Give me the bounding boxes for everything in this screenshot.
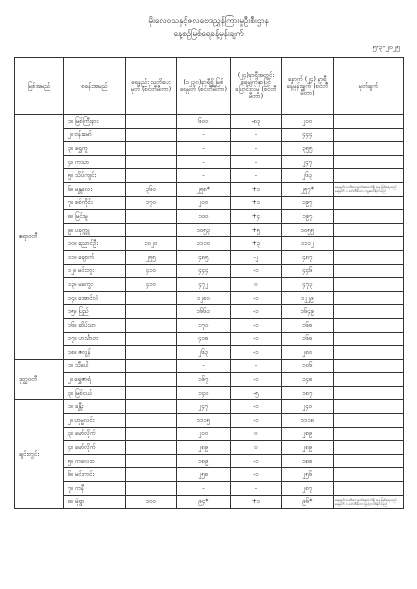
low-warning-cell [126,359,177,373]
station-cell: ၅။ ကလေးဝ [64,454,126,468]
table-row [15,386,404,400]
change-cell: -၅ [231,386,282,400]
forecast-cell: ၉၆* [282,495,334,509]
forecast-cell: ၂၅၆ [282,468,334,482]
water-level-cell: ၂၀၀ [177,427,231,441]
water-level-cell: ၄၀၈ [177,332,231,346]
low-warning-cell [126,482,177,496]
table-row [15,291,404,305]
water-level-cell: ၆၀၀ [177,115,231,129]
station-cell: ၂။ ရွှေဇာရံ [64,373,126,387]
change-cell: -၁ [231,468,282,482]
change-cell: -၂ [231,250,282,264]
change-cell: +၁ [231,196,282,210]
low-warning-cell [126,373,177,387]
column-header-river: မြစ်အမည် [15,58,64,115]
low-warning-cell [126,386,177,400]
forecast-cell: ၄၇၃ [282,278,334,292]
low-warning-cell [126,468,177,482]
report-date: ၅-၃-၂၀၂၅ [372,43,400,51]
column-header-change: (၂၄)နာရီအတွင်း ရေမျက်နှာပြင် ပြောင်းလဲမှု (စင်တီမီတာ) [231,58,282,115]
column-header-forecast: နောက် (၂၄) နာရီ ခန့်မှန်းချက် (စင်တီမီတာ) [282,58,334,115]
column-header-remark: မှတ်ချက် [334,58,404,115]
low-warning-cell: ၁၀၂၀ [126,237,177,251]
water-level-cell: ၂၄၇ [177,400,231,414]
table-row [15,318,404,332]
river-name-cell: ဧရာဝတီ [15,115,64,360]
forecast-cell: ၂၀၀ [282,115,334,129]
low-warning-cell [126,115,177,129]
change-cell: +၅ [231,223,282,237]
remark-cell [334,305,404,319]
station-cell: ၇။ စစ်ကိုင်း [64,196,126,210]
table-row [15,210,404,224]
station-cell: ၄။ မော်လိုက် [64,441,126,455]
station-cell: ၁၀။ ညောင်ဦး [64,237,126,251]
water-level-cell: - [177,142,231,156]
station-cell: ၄။ ကသာ [64,155,126,169]
change-cell: -၁ [231,454,282,468]
forecast-cell: ၂၈၀ [282,346,334,360]
station-cell: ၁။ ခန္တီး [64,400,126,414]
station-cell: ၉။ ပခုက္ကူ [64,223,126,237]
station-cell: ၁၁။ ချောက် [64,250,126,264]
water-level-cell: ၉၄* [177,495,231,509]
water-level-cell: ၁၆၆၁ [177,305,231,319]
forecast-cell: ၁၄၈ [282,373,334,387]
station-cell: ၁။ မြစ်ကြီးနား [64,115,126,129]
change-cell: - [231,128,282,142]
change-cell: -၁ [231,318,282,332]
water-level-cell: ၁၇၀ [177,318,231,332]
forecast-cell: ၄၈၇ [282,250,334,264]
river-name-cell: ဒုတ္ထဝတီ [15,359,64,400]
water-level-cell: ၁၄၀ [177,386,231,400]
station-cell: ၁၅။ ပြည် [64,305,126,319]
table-row [15,237,404,251]
table-row [15,427,404,441]
remark-cell [334,155,404,169]
remark-cell [334,482,404,496]
low-warning-cell [126,223,177,237]
low-warning-cell [126,318,177,332]
remark-cell [334,250,404,264]
remark-cell [334,400,404,414]
forecast-cell: ၂၈၇ [282,482,334,496]
forecast-cell: ၁၆၈ [282,318,334,332]
table-row [15,196,404,210]
station-cell: ၁၂။ မင်းဘူး [64,264,126,278]
water-level-cell: ၂၆၃ [177,346,231,360]
low-warning-cell [126,305,177,319]
low-warning-cell: ၃၆၀ [126,182,177,196]
water-level-cell: - [177,128,231,142]
station-cell: ၃။ မြစ်ငယ် [64,386,126,400]
water-level-cell: ၁၆၇ [177,373,231,387]
table-row [15,482,404,496]
water-level-cell: ၁၂၈၀ [177,291,231,305]
remark-cell [334,223,404,237]
remark-cell [334,291,404,305]
river-forecast-table [14,57,404,509]
low-warning-cell [126,454,177,468]
forecast-cell: ၁၈၈ [282,454,334,468]
change-cell: -၁ [231,346,282,360]
table-row [15,169,404,183]
forecast-cell: ၁၉၇ [282,210,334,224]
forecast-cell: ၄၄၆ [282,264,334,278]
remark-cell [334,332,404,346]
change-cell: - [231,482,282,496]
water-level-cell: - [177,169,231,183]
remark-cell [334,318,404,332]
water-level-cell: ၂၅၈ [177,468,231,482]
water-level-cell: ၂၀၀ [177,196,231,210]
remark-cell [334,468,404,482]
water-level-cell: ၂၅၈* [177,182,231,196]
station-cell: ၅။ သိပ်ကျင်း [64,169,126,183]
water-level-cell: ၄၄၄ [177,264,231,278]
water-level-cell: - [177,155,231,169]
station-cell: ၁။ သီပေါ [64,359,126,373]
water-level-cell: ၂၈၉ [177,441,231,455]
station-cell: ၁၄။ အောင်လံ [64,291,126,305]
table-row [15,373,404,387]
change-cell: +၄ [231,210,282,224]
remark-cell [334,142,404,156]
low-warning-cell [126,155,177,169]
water-level-cell: - [177,359,231,373]
low-warning-cell: ၄၁၀ [126,264,177,278]
table-row [15,414,404,428]
change-cell: - [231,359,282,373]
water-level-cell: ၁၀၅၃ [177,223,231,237]
forecast-cell: ၃၅၅ [282,142,334,156]
forecast-cell: ၁၉၇ [282,196,334,210]
change-cell: +၃ [231,237,282,251]
low-warning-cell [126,427,177,441]
remark-cell [334,278,404,292]
change-cell: - [231,169,282,183]
low-warning-cell [126,128,177,142]
forecast-cell: ၂၈၉ [282,427,334,441]
forecast-cell: ၁၀၆ [282,359,334,373]
remark-cell [334,427,404,441]
station-cell: ၃။ ရွှေကူ [64,142,126,156]
station-cell: ၂။ ဗန်းမော် [64,128,126,142]
column-header-low-warning: ရေနည်း သတိပေးမှတ် (စင်တီမီတာ) [126,58,177,115]
table-row [15,346,404,360]
forecast-cell: ၁၈၇ [282,386,334,400]
table-row [15,115,404,129]
low-warning-cell: ၁၇၀ [126,196,177,210]
forecast-cell: ၁၁၁၈ [282,414,334,428]
change-cell: ၀ [231,278,282,292]
station-cell: ၁၇။ ဟင်္သာတ [64,332,126,346]
remark-cell [334,128,404,142]
water-level-cell: ၁၁၁၀ [177,237,231,251]
change-cell: ၀ [231,427,282,441]
station-cell: ၁၆။ ဆိပ်သာ [64,318,126,332]
forecast-cell: ၂၅၇* [282,182,334,196]
remark-cell: ရေနည်းသတိပေးမှတ်အောက်ရှိ နေ မြစ်ရေသည် ရေမှတ် ၁ စင်တီမီတာ ကျဆင်းနိုင်သည် [334,182,404,196]
remark-cell [334,115,404,129]
table-row [15,495,404,509]
station-cell: ၇။ ကနီ [64,482,126,496]
change-cell: -၁ [231,305,282,319]
forecast-cell: ၁၀၅၅ [282,223,334,237]
remark-cell: ရေနည်းသတိပေးမှတ်အောက်ရှိ နေ မြစ်ရေသည် ရေမှတ် ၁ စင်တီမီတာ မြင့်တက်နိုင်သည် [334,495,404,509]
remark-cell [334,196,404,210]
forecast-cell: ၂၄၇ [282,155,334,169]
low-warning-cell [126,414,177,428]
remark-cell [334,373,404,387]
change-cell: +၁ [231,495,282,509]
forecast-cell: ၁၆၄၉ [282,305,334,319]
water-level-cell: ၁၁၁၅ [177,414,231,428]
low-warning-cell [126,291,177,305]
forecast-cell: ၂၆၃ [282,169,334,183]
table-row [15,359,404,373]
low-warning-cell [126,142,177,156]
station-cell: ၃။ မော်လိုက် [64,427,126,441]
change-cell: +၁ [231,182,282,196]
table-body [15,115,404,509]
remark-cell [334,359,404,373]
column-header-station: စခန်းအမည် [64,58,126,115]
low-warning-cell: ၁၀၀ [126,495,177,509]
table-row [15,332,404,346]
low-warning-cell [126,210,177,224]
change-cell: -၁ [231,332,282,346]
low-warning-cell [126,400,177,414]
remark-cell [334,264,404,278]
table-header-row [15,58,404,115]
change-cell: -၁ [231,373,282,387]
forecast-cell: ၁၂၂၉ [282,291,334,305]
remark-cell [334,210,404,224]
document-subtitle: နေ့စဉ်မြစ်ရေခန့်မှန်းချက် [173,29,244,38]
table-row [15,454,404,468]
table-row [15,264,404,278]
station-cell: ၈။ မုံရွာ [64,495,126,509]
table-row [15,182,404,196]
low-warning-cell [126,332,177,346]
table-row [15,400,404,414]
table-row [15,278,404,292]
forecast-cell: ၄၄၄ [282,128,334,142]
water-level-cell: ၄၈၅ [177,250,231,264]
station-cell: ၆။ မန္တလေး [64,182,126,196]
table-row [15,468,404,482]
forecast-cell: ၂၈၉ [282,441,334,455]
forecast-cell: ၂၄၀ [282,400,334,414]
water-level-cell: ၁၈၉ [177,454,231,468]
remark-cell [334,414,404,428]
change-cell: -၁ [231,264,282,278]
station-cell: ၈။ မြင်းမူ [64,210,126,224]
low-warning-cell: ၂၅၅ [126,250,177,264]
station-cell: ၁၈။ ဇလွန် [64,346,126,360]
river-name-cell: ချင်းတွင်း [15,400,64,509]
remark-cell [334,454,404,468]
low-warning-cell [126,346,177,360]
remark-cell [334,386,404,400]
water-level-cell: ၁၀၀ [177,210,231,224]
change-cell: - [231,155,282,169]
table-row [15,223,404,237]
low-warning-cell [126,169,177,183]
column-header-water-level: (၁၂၃၀)နာရီရှိ မြစ်ရေမှတ် (စင်တီမီတာ) [177,58,231,115]
station-cell: ၁၃။ မကွေး [64,278,126,292]
remark-cell [334,237,404,251]
forecast-cell: ၁၁၁၂ [282,237,334,251]
station-cell: ၂။ ဟုမ္မလင်း [64,414,126,428]
change-cell: -၁ [231,400,282,414]
table-row [15,305,404,319]
remark-cell [334,169,404,183]
change-cell: -၈၃ [231,115,282,129]
table-row [15,142,404,156]
low-warning-cell: ၄၁၀ [126,278,177,292]
table-row [15,128,404,142]
forecast-cell: ၁၆၈ [282,332,334,346]
low-warning-cell [126,441,177,455]
water-level-cell: ၄၇၂ [177,278,231,292]
change-cell: - [231,142,282,156]
change-cell: ၀ [231,441,282,455]
table-row [15,250,404,264]
water-level-cell: - [177,482,231,496]
table-row [15,441,404,455]
change-cell: -၁ [231,414,282,428]
document-title: မိုးလေဝသနှင့်ဇလဗေဒညွှန်ကြားမှုဦးစီးဌာန [148,16,269,25]
table-row [15,155,404,169]
station-cell: ၆။ မင်းကင်း [64,468,126,482]
remark-cell [334,441,404,455]
change-cell: -၁ [231,291,282,305]
remark-cell [334,346,404,360]
